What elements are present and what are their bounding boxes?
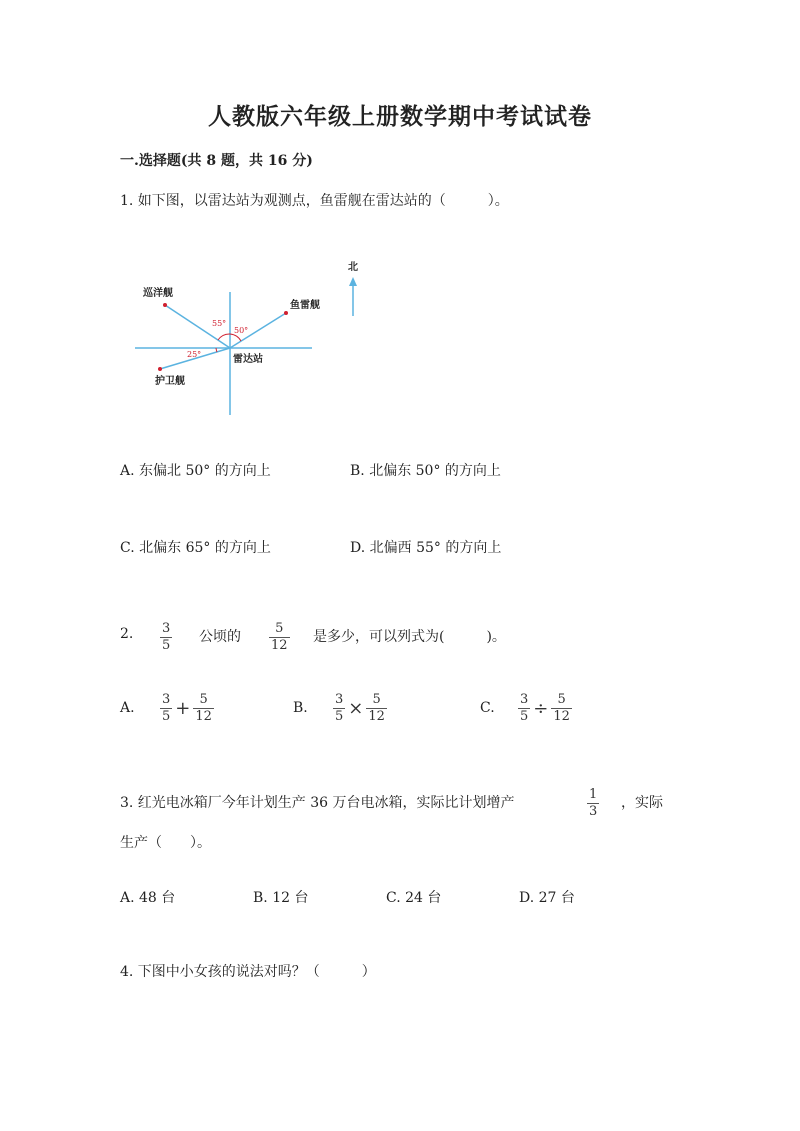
torpedo-boat-label: 鱼雷舰 bbox=[290, 300, 320, 311]
q3-option-c[interactable]: C. 24 台 bbox=[386, 890, 442, 906]
q3-option-d[interactable]: D. 27 台 bbox=[519, 890, 575, 906]
q2-option-c-label[interactable]: C. bbox=[480, 700, 495, 716]
angle-arc-55 bbox=[218, 334, 230, 340]
question-3-text-after-fraction: ，实际 bbox=[621, 795, 663, 811]
fraction-numerator: 5 bbox=[372, 692, 381, 707]
q1-option-b[interactable]: B. 北偏东 50° 的方向上 bbox=[350, 463, 501, 479]
angle-label-55: 55° bbox=[212, 319, 227, 328]
fraction-numerator: 1 bbox=[589, 787, 598, 802]
fraction-denominator: 12 bbox=[368, 709, 385, 724]
torpedo-boat-point bbox=[284, 311, 288, 315]
q1-option-c[interactable]: C. 北偏东 65° 的方向上 bbox=[120, 540, 271, 556]
fraction-denominator: 12 bbox=[271, 638, 288, 653]
fraction-5-12 bbox=[551, 692, 572, 725]
question-3-text-line2: 生产（ ）。 bbox=[120, 835, 211, 851]
escort-ship-point bbox=[158, 367, 162, 371]
divide-operator: ÷ bbox=[533, 698, 549, 719]
question-2-number: 2. bbox=[120, 626, 134, 642]
fraction-denominator: 5 bbox=[335, 709, 344, 724]
q2-option-a-label[interactable]: A. bbox=[120, 700, 135, 716]
fraction-numerator: 3 bbox=[335, 692, 344, 707]
q2-option-b-expression[interactable] bbox=[333, 692, 387, 725]
q2-fraction-3-5 bbox=[160, 621, 172, 654]
escort-ship-label: 护卫舰 bbox=[155, 376, 185, 387]
q1-option-d[interactable]: D. 北偏西 55° 的方向上 bbox=[350, 540, 502, 556]
fraction-numerator: 5 bbox=[275, 621, 284, 636]
direction-diagram bbox=[130, 255, 370, 420]
question-1-text: 1. 如下图，以雷达站为观测点，鱼雷舰在雷达站的（ ）。 bbox=[120, 193, 509, 209]
question-4-text: 4. 下图中小女孩的说法对吗？（ ） bbox=[120, 964, 376, 980]
fraction-3-5 bbox=[518, 692, 530, 725]
radar-station-label: 雷达站 bbox=[233, 354, 263, 365]
q2-fraction-5-12 bbox=[269, 621, 290, 654]
q1-option-a[interactable]: A. 东偏北 50° 的方向上 bbox=[120, 463, 271, 479]
fraction-denominator: 5 bbox=[162, 709, 171, 724]
q2-word-hectare: 公顷的 bbox=[199, 629, 241, 645]
fraction-numerator: 3 bbox=[162, 692, 171, 707]
times-operator: × bbox=[348, 698, 364, 719]
cruiser-label: 巡洋舰 bbox=[143, 288, 173, 299]
angle-arc-50 bbox=[230, 334, 241, 341]
fraction-numerator: 3 bbox=[520, 692, 529, 707]
q3-option-a[interactable]: A. 48 台 bbox=[120, 890, 176, 906]
plus-operator: + bbox=[175, 698, 191, 719]
section-heading: 一.选择题(共 8 题，共 16 分) bbox=[120, 153, 313, 169]
fraction-numerator: 3 bbox=[162, 621, 171, 636]
angle-label-25: 25° bbox=[187, 350, 202, 359]
fraction-5-12 bbox=[193, 692, 214, 725]
cruiser-point bbox=[163, 303, 167, 307]
fraction-denominator: 12 bbox=[195, 709, 212, 724]
fraction-denominator: 5 bbox=[520, 709, 529, 724]
q2-option-a-expression[interactable] bbox=[160, 692, 214, 725]
q3-fraction-1-3 bbox=[587, 787, 599, 820]
fraction-denominator: 5 bbox=[162, 638, 171, 653]
fraction-denominator: 3 bbox=[589, 804, 598, 819]
north-arrow-head-icon bbox=[349, 277, 357, 286]
fraction-numerator: 5 bbox=[557, 692, 566, 707]
north-label: 北 bbox=[348, 262, 358, 273]
q2-option-b-label[interactable]: B. bbox=[293, 700, 308, 716]
angle-label-50: 50° bbox=[234, 326, 249, 335]
fraction-5-12 bbox=[366, 692, 387, 725]
fraction-3-5 bbox=[160, 692, 172, 725]
q2-option-c-expression[interactable] bbox=[518, 692, 572, 725]
q3-option-b[interactable]: B. 12 台 bbox=[253, 890, 309, 906]
fraction-numerator: 5 bbox=[199, 692, 208, 707]
q2-question-rest: 是多少，可以列式为( )。 bbox=[313, 629, 506, 645]
fraction-3-5 bbox=[333, 692, 345, 725]
page-title: 人教版六年级上册数学期中考试试卷 bbox=[208, 103, 592, 130]
question-3-text-line1: 3. 红光电冰箱厂今年计划生产 36 万台电冰箱，实际比计划增产 bbox=[120, 795, 515, 811]
fraction-denominator: 12 bbox=[553, 709, 570, 724]
